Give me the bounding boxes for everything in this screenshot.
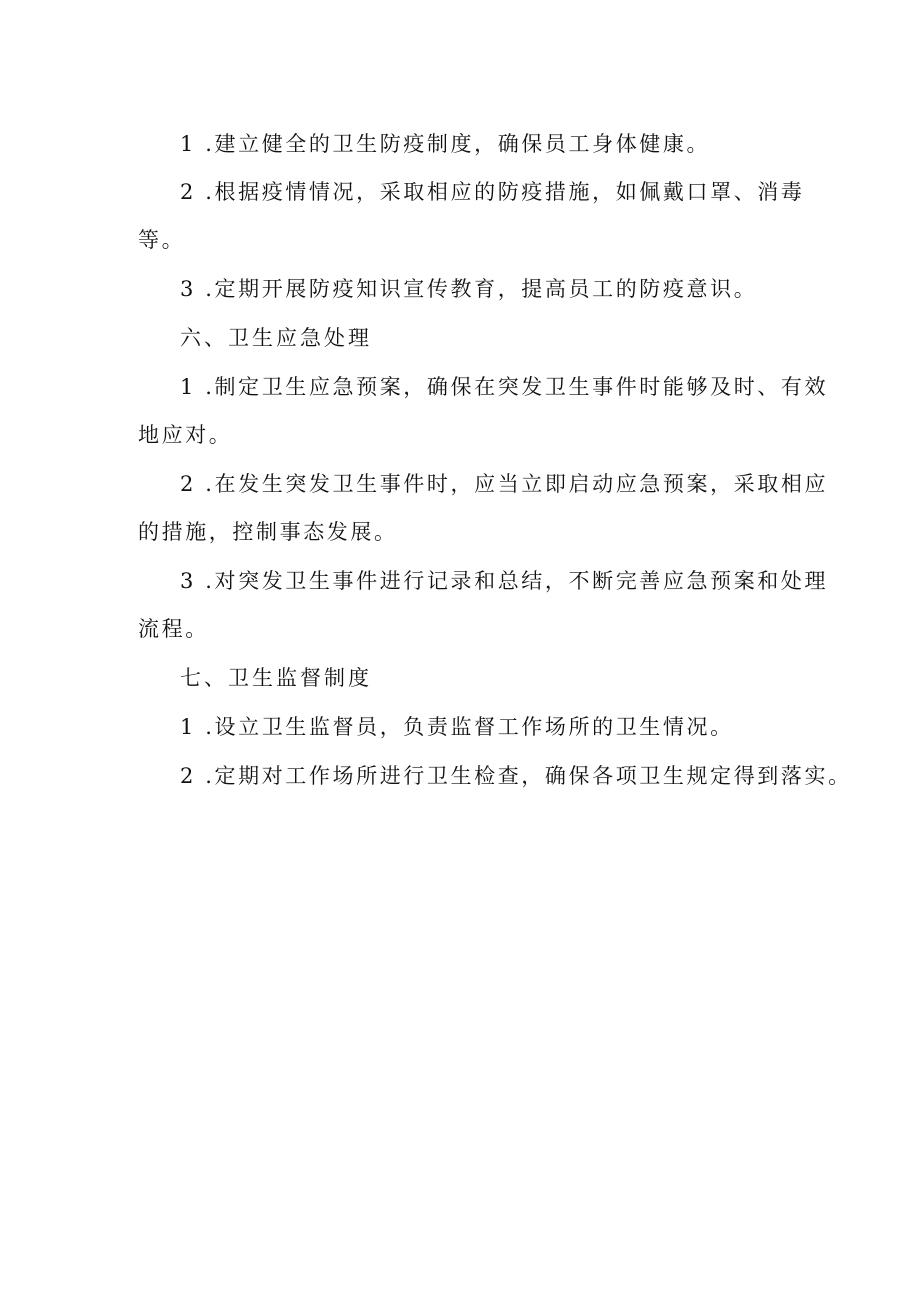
section5-item2-line2: 等。 xyxy=(138,228,186,252)
section6-item3-line2: 流程。 xyxy=(138,617,209,641)
section7-heading: 七、卫生监督制度 xyxy=(180,666,372,690)
section6-item2-line1: 2 .在发生突发卫生事件时，应当立即启动应急预案，采取相应 xyxy=(180,472,829,496)
section7-item1: 1 .设立卫生监督员，负责监督工作场所的卫生情况。 xyxy=(180,715,734,739)
section7-item2: 2 .定期对工作场所进行卫生检查，确保各项卫生规定得到落实。 xyxy=(180,764,852,788)
section6-item3-line1: 3 .对突发卫生事件进行记录和总结，不断完善应急预案和处理 xyxy=(180,569,829,593)
section6-item2-line2: 的措施，控制事态发展。 xyxy=(138,520,398,544)
section6-item1-line1: 1 .制定卫生应急预案，确保在突发卫生事件时能够及时、有效 xyxy=(180,375,829,399)
section5-item1: 1 .建立健全的卫生防疫制度，确保员工身体健康。 xyxy=(180,132,711,156)
section6-item1-line2: 地应对。 xyxy=(138,423,233,447)
section5-item3: 3 .定期开展防疫知识宣传教育，提高员工的防疫意识。 xyxy=(180,277,758,301)
section5-item2-line1: 2 .根据疫情情况，采取相应的防疫措施，如佩戴口罩、消毒 xyxy=(180,180,805,204)
section6-heading: 六、卫生应急处理 xyxy=(180,326,372,350)
